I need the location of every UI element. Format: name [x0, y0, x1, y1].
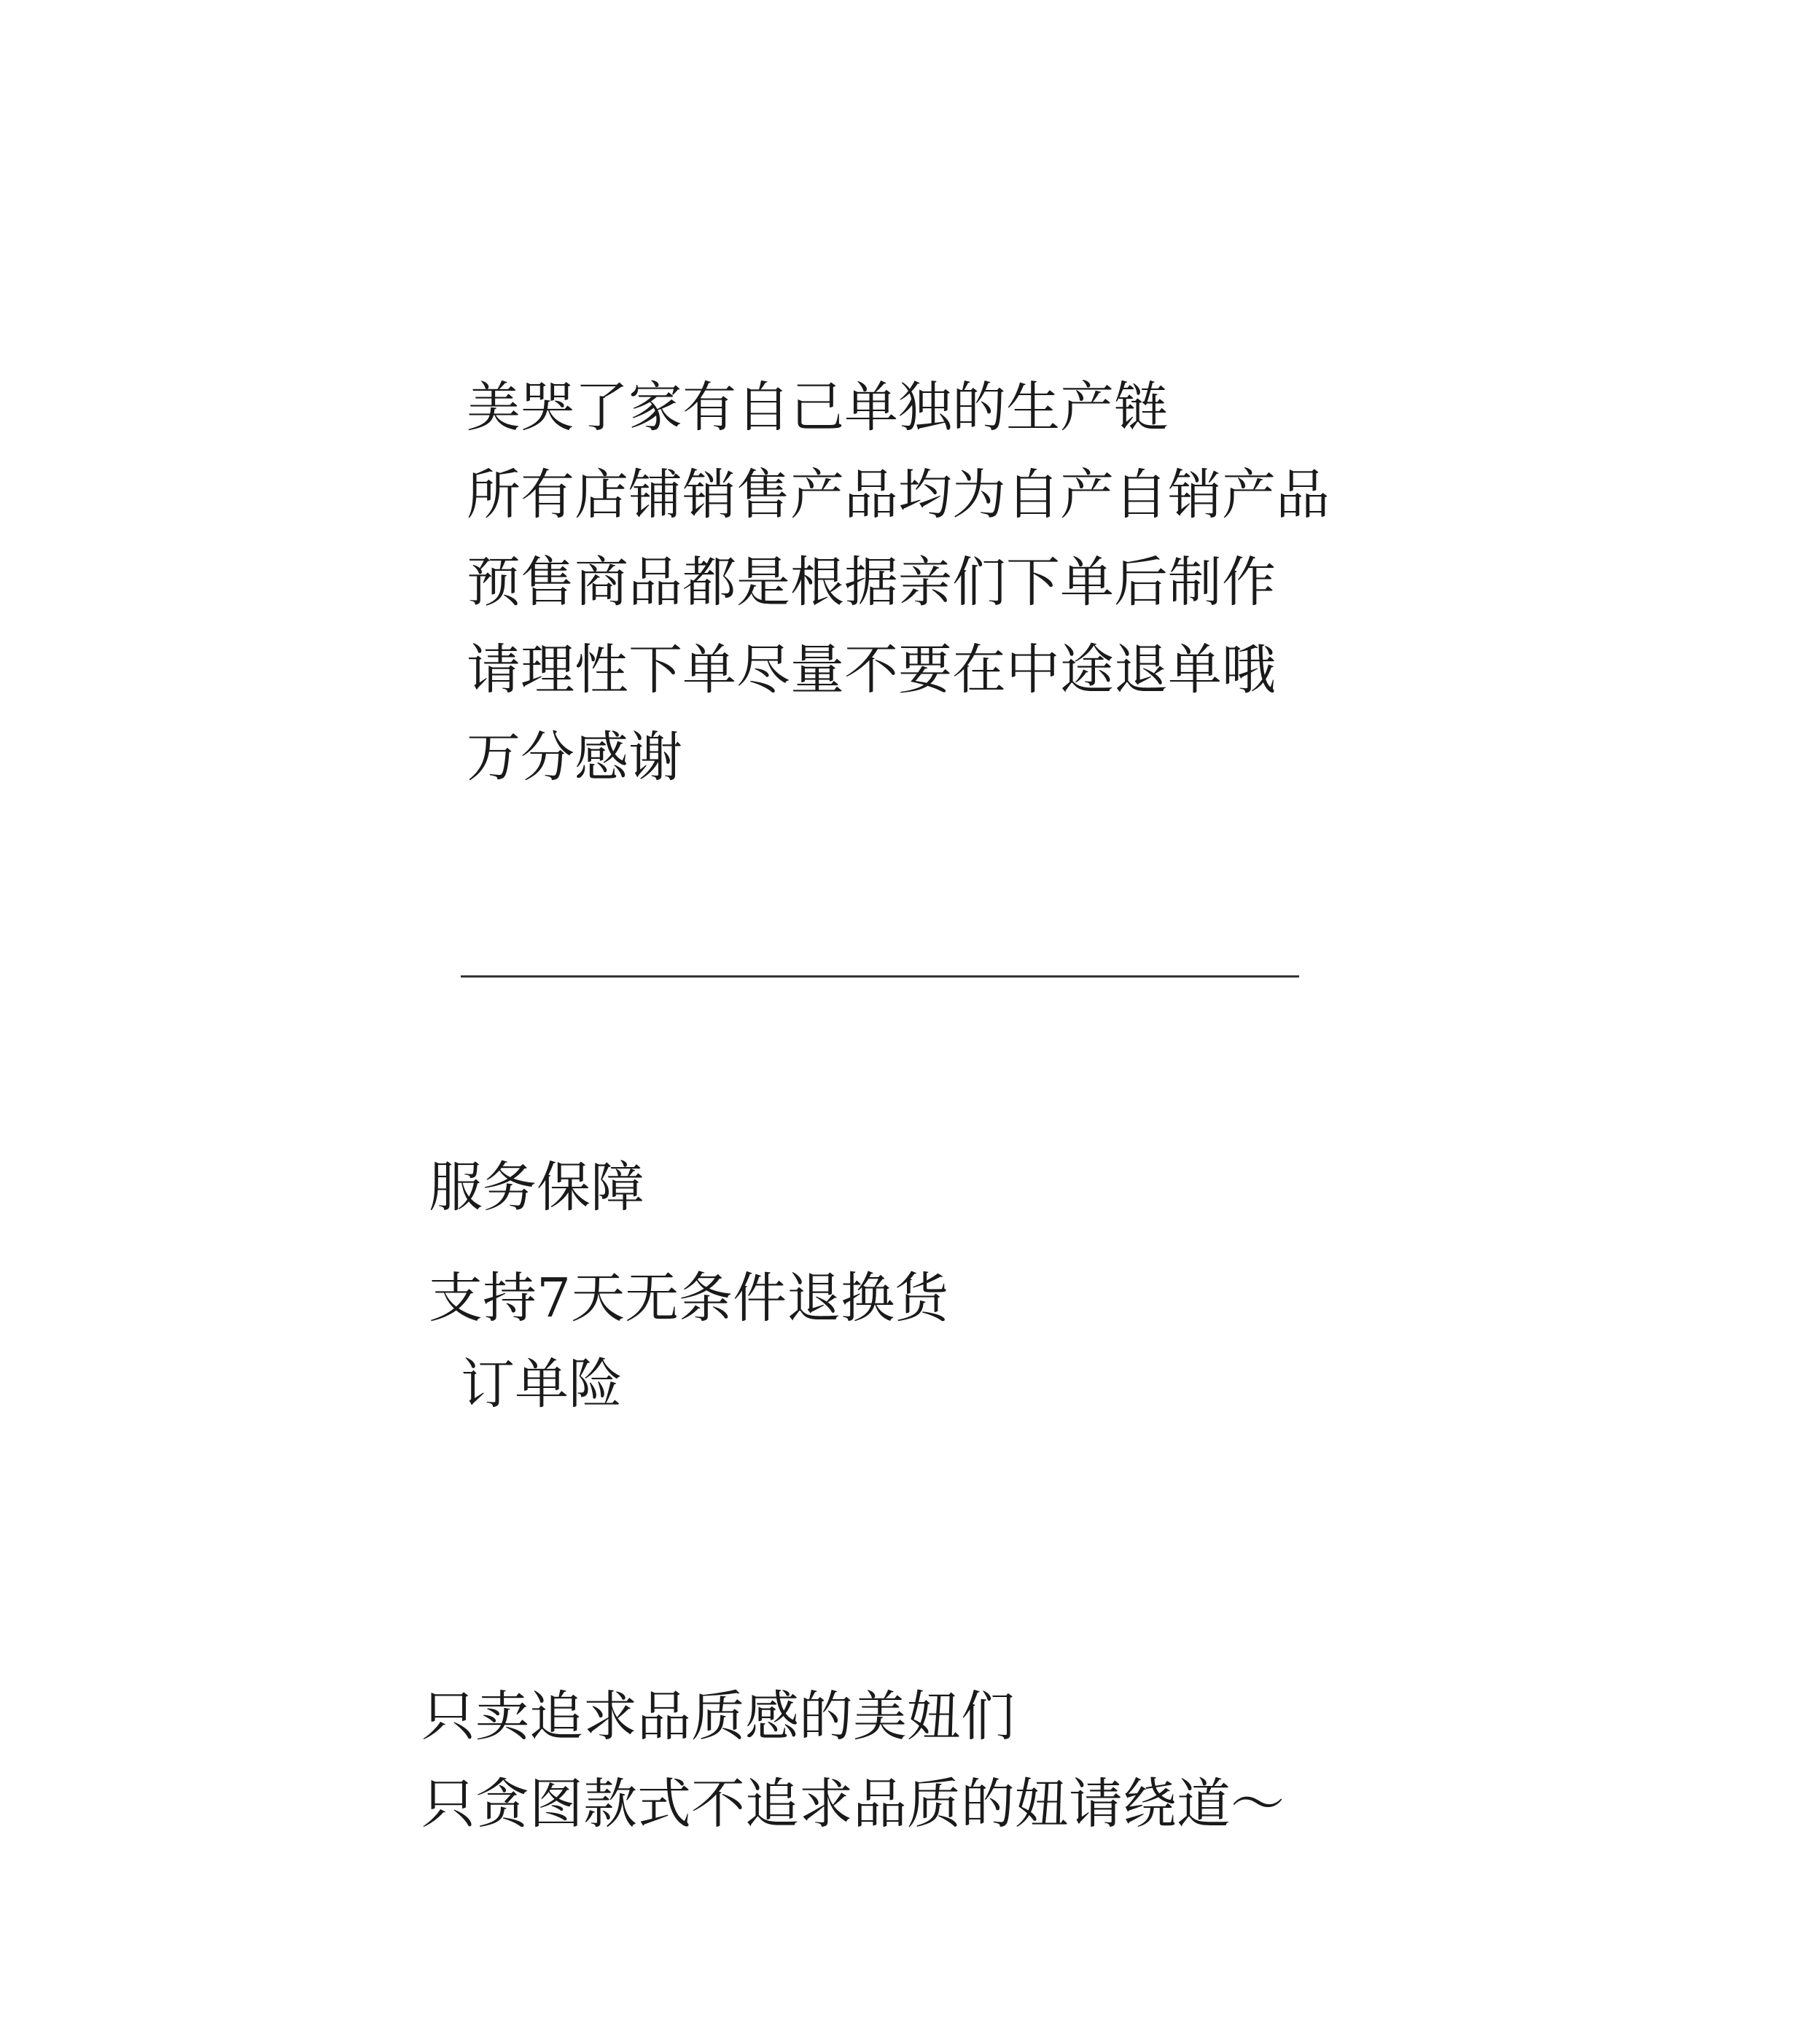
service-item: 订单险: [461, 1353, 623, 1416]
section-divider: [461, 975, 1299, 978]
intro-line: 预售商品都是根据亲们下单后制作: [467, 551, 1276, 614]
intro-line: 万分感谢: [467, 726, 682, 789]
service-item: 支持7天无条件退换货: [429, 1267, 949, 1330]
intro-line: 美哭了家有自己单独的生产链: [467, 376, 1168, 439]
service-title: 服务保障: [429, 1156, 644, 1219]
intro-line: 请理性下单尽量不要在中途退单哦: [467, 639, 1276, 701]
intro-line: 所有店铺销售产品均为自产自销产品: [467, 464, 1330, 526]
closing-line: 只卖追求品质感的美妞们: [421, 1685, 1015, 1748]
closing-line: 只贪图款式不追求品质的妞请绕道～: [421, 1773, 1285, 1836]
